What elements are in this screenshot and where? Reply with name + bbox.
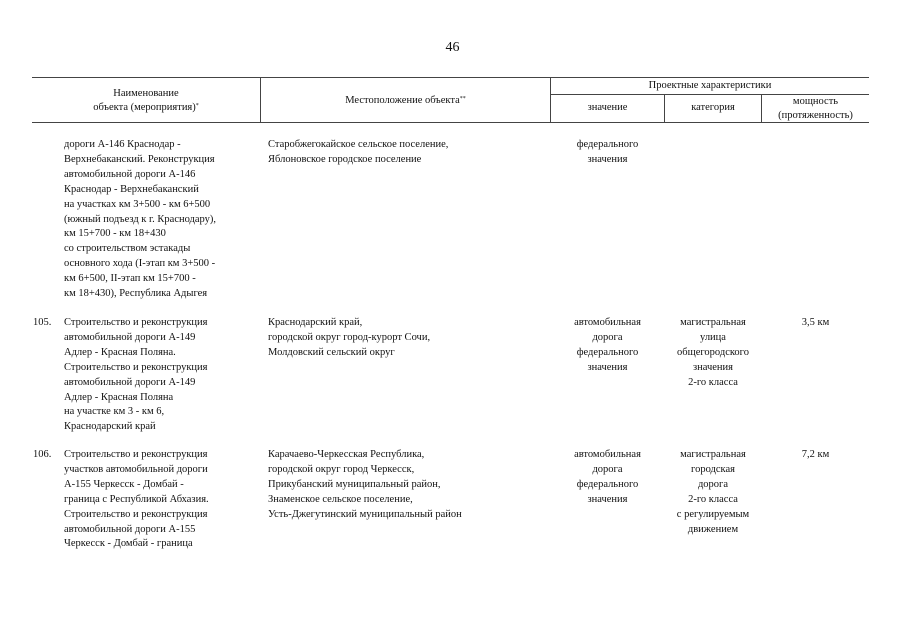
header-power-line1: мощность: [792, 96, 839, 107]
row-1-name: дороги А-146 Краснодар - Верхнебаканский. Реконструкция автомобильной дороги А-146 Краснодар - Верхнебаканский на участках км 3+500 - км 6+500 (южный подъезд к г. Краснодару), км 15+700 - км 18+430 со строительством эстакады основного хода (I-этап км 3+500 - км 6+500, II-этап км 15+700 - км 18+430), Республика Адыгея: [64, 139, 217, 300]
row-105-power: 3,5 км: [801, 317, 830, 328]
page-number: 46: [445, 40, 460, 55]
header-name-line2-wrap: [32, 101, 260, 115]
header-location: [261, 94, 550, 108]
header-value: значение: [587, 102, 628, 113]
row-105-name: Строительство и реконструкция автомобильной дороги А-149 Адлер - Красная Поляна. Строительство и реконструкция автомобильной дороги А-149 Адлер - Красная Поляна на участке км 3 - км 6, Краснодарский край: [64, 317, 208, 433]
header-name: [32, 87, 260, 115]
header-location-text: Местоположение объекта: [345, 95, 460, 106]
row-106-power: 7,2 км: [801, 449, 830, 460]
row-105-location: Краснодарский край, городской округ город-курорт Сочи, Молдовский сельский округ: [268, 317, 431, 358]
row-105-category: магистральная улица общегородского значения 2-го класса: [677, 317, 749, 388]
row-105-number: 105.: [33, 317, 52, 328]
header-top-rule: [32, 77, 869, 78]
header-name-line1: Наименование: [113, 88, 179, 99]
header-category: категория: [691, 102, 735, 113]
row-106-category: магистральная городская дорога 2-го класса с регулируемым движением: [676, 449, 750, 535]
row-1-value: федерального значения: [576, 139, 639, 165]
row-106-name: Строительство и реконструкция участков автомобильной дороги А-155 Черкесск - Домбай - граница с Республикой Абхазия. Строительство и реконструкция автомобильной дороги А-155 Черкесск - Домбай - граница: [64, 449, 209, 550]
header-name-line2: объекта (мероприятия): [93, 102, 196, 113]
header-design-group: Проектные характеристики: [648, 80, 772, 91]
header-bottom-rule: [32, 122, 869, 123]
row-1-location: Старобжегокайское сельское поселение, Яблоновское городское поселение: [268, 139, 449, 165]
header-power-line2: (протяженность): [778, 110, 853, 121]
row-105-value: автомобильная дорога федерального значения: [574, 317, 641, 373]
header-location-mark: **: [459, 96, 466, 102]
row-106-number: 106.: [33, 449, 52, 460]
header-power: [762, 95, 869, 123]
row-106-value: автомобильная дорога федерального значения: [574, 449, 641, 505]
header-name-mark: *: [195, 103, 199, 109]
row-106-location: Карачаево-Черкесская Республика, городской округ город Черкесск, Прикубанский муниципальный район, Знаменское сельское поселение, Усть-Джегутинский муниципальный район: [268, 449, 462, 520]
